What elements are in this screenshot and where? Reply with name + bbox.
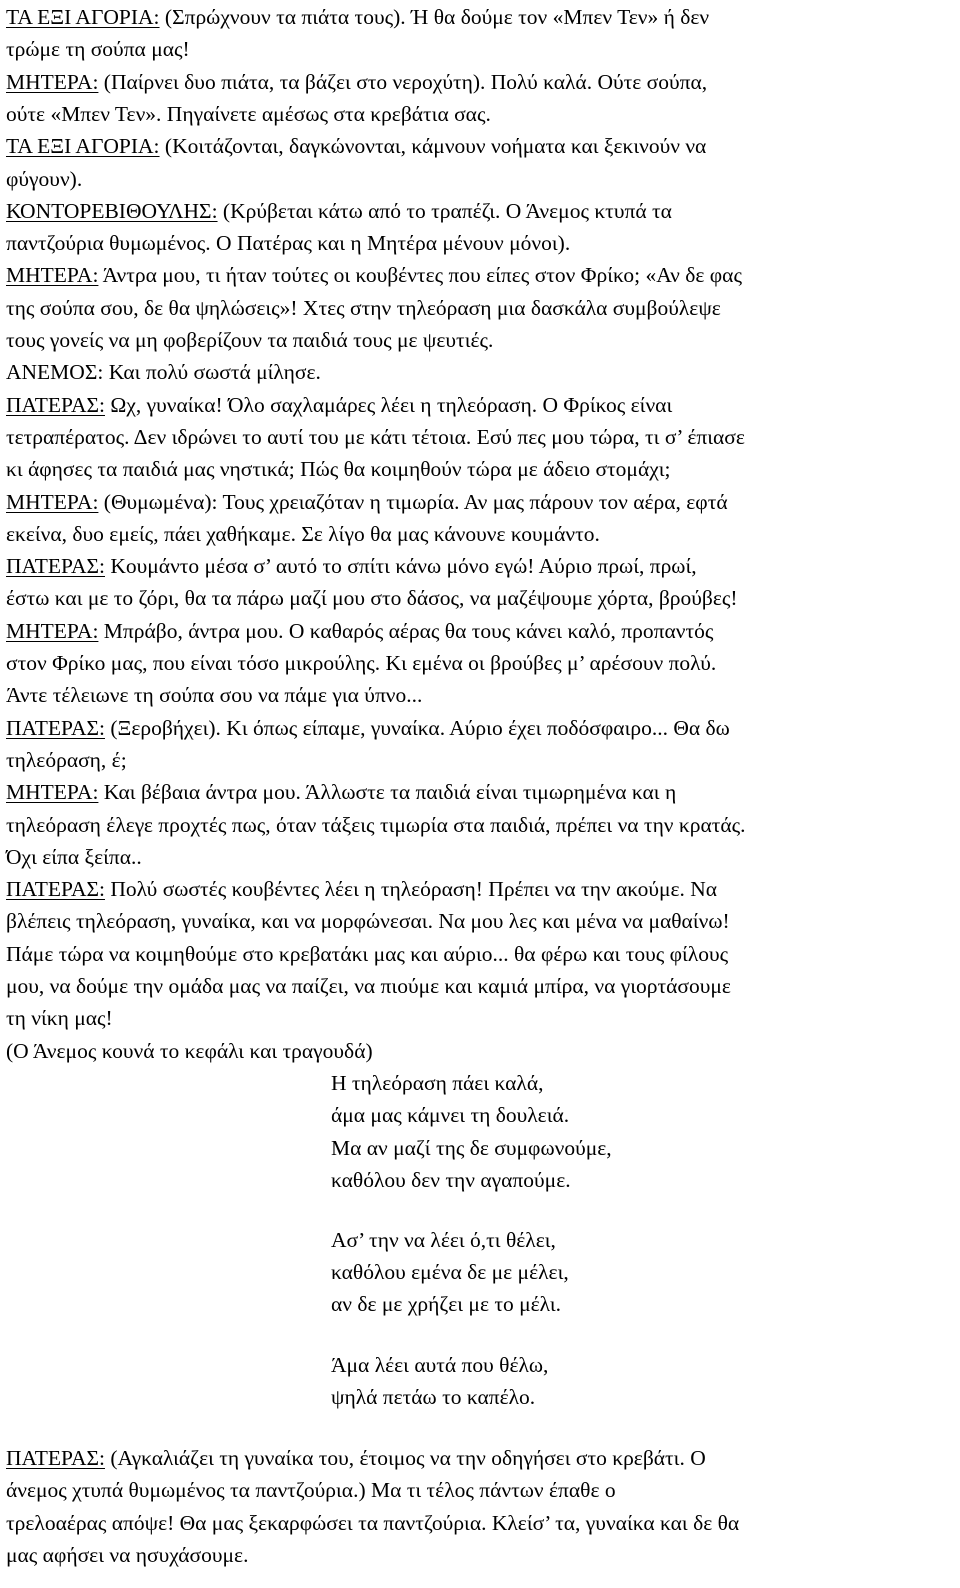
text-line bbox=[6, 842, 142, 872]
text-line bbox=[6, 422, 745, 452]
song-line: άμα μας κάμνει τη δουλειά. bbox=[331, 1103, 570, 1127]
line-text: βλέπεις τηλεόραση, γυναίκα, και να μορφώνεσαι. Να μου λες και μένα να μαθαίνω! bbox=[6, 909, 730, 934]
line-text: Ωχ, γυναίκα! Όλο σαχλαμάρες λέει η τηλεόραση. Ο Φρίκος είναι bbox=[104, 392, 673, 417]
line-text: άνεμος χτυπά θυμωμένος τα παντζούρια.) Μα τι τέλος πάντων έπαθε ο bbox=[6, 1478, 616, 1503]
text-line bbox=[6, 131, 706, 161]
text-line bbox=[6, 906, 730, 936]
text-line bbox=[6, 325, 493, 355]
speaker-name: ΤΑ ΕΞΙ ΑΓΟΡΙΑ: bbox=[6, 5, 160, 29]
speaker-name: ΠΑΤΕΡΑΣ: bbox=[6, 392, 105, 417]
text-line bbox=[6, 713, 730, 743]
text-line bbox=[6, 1540, 248, 1570]
line-text: (Κρύβεται κάτω από το τραπέζι. Ο Άνεμος κτυπά τα bbox=[217, 198, 672, 223]
line-text: εκείνα, δυο εμείς, πάει χαθήκαμε. Σε λίγο θα μας κάνουνε κουμάντο. bbox=[6, 521, 600, 546]
line-text: (Κοιτάζονται, δαγκώνονται, κάμνουν νοήματα και ξεκινούν να bbox=[159, 134, 707, 159]
text-line bbox=[6, 519, 600, 549]
line-text: τους γονείς να μη φοβερίζουν τα παιδιά τους με ψευτιές. bbox=[6, 328, 494, 352]
speaker-name: ΜΗΤΕΡΑ: bbox=[6, 618, 99, 643]
text-line bbox=[6, 67, 707, 97]
text-line bbox=[6, 810, 746, 840]
text-line bbox=[6, 260, 742, 290]
text-line bbox=[6, 551, 697, 581]
line-text: ΑΝΕΜΟΣ: Και πολύ σωστά μίλησε. bbox=[6, 360, 321, 385]
line-text: μας αφήσει να ησυχάσουμε. bbox=[6, 1542, 249, 1567]
line-text: τρώμε τη σούπα μας! bbox=[6, 37, 190, 62]
text-line bbox=[6, 228, 570, 258]
line-text: Πάμε τώρα να κοιμηθούμε στο κρεβατάκι μας και αύριο... θα φέρω και τους φίλους bbox=[6, 941, 729, 966]
text-line bbox=[6, 1003, 113, 1033]
text-line bbox=[6, 648, 716, 678]
song-line: Η τηλεόραση πάει καλά, bbox=[331, 1071, 544, 1095]
text-line bbox=[6, 616, 713, 646]
line-text: (Αγκαλιάζει τη γυναίκα του, έτοιμος να την οδηγήσει στο κρεβάτι. Ο bbox=[104, 1446, 706, 1470]
line-text: Και βέβαια άντρα μου. Άλλωστε τα παιδιά είναι τιμωρημένα και η bbox=[98, 780, 677, 805]
line-text: φύγουν). bbox=[6, 166, 83, 191]
text-line bbox=[6, 583, 738, 613]
line-text: παντζούρια θυμωμένος. Ο Πατέρας και η Μητέρα μένουν μόνοι). bbox=[6, 231, 571, 256]
line-text: τηλεόραση, έ; bbox=[6, 747, 127, 772]
line-text: μου, να δούμε την ομάδα μας να παίζει, να πιούμε και καμιά μπίρα, να γιορτάσουμε bbox=[6, 974, 731, 998]
line-text: στον Φρίκο μας, που είναι τόσο μικρούλης. Κι εμένα οι βρούβες μ’ αρέσουν πολύ. bbox=[6, 651, 717, 675]
line-text: (Θυμωμένα): Τους χρειαζόταν η τιμωρία. Αν μας πάρουν τον αέρα, εφτά bbox=[98, 489, 728, 514]
text-line bbox=[6, 680, 422, 710]
text-line bbox=[6, 939, 728, 969]
text-line bbox=[6, 971, 731, 1001]
text-line bbox=[6, 1036, 373, 1066]
line-text: Μπράβο, άντρα μου. Ο καθαρός αέρας θα τους κάνει καλό, προπαντός bbox=[98, 618, 714, 643]
text-line bbox=[6, 99, 491, 129]
text-line bbox=[6, 164, 82, 194]
song-line: Μα αν μαζί της δε συμφωνούμε, bbox=[331, 1136, 612, 1160]
text-line bbox=[6, 487, 728, 517]
line-text: τρελοαέρας απόψε! Θα μας ξεκαρφώσει τα παντζούρια. Κλείσ’ τα, γυναίκα και δε θα bbox=[6, 1510, 740, 1535]
line-text: (Ξεροβήχει). Κι όπως είπαμε, γυναίκα. Αύριο έχει ποδόσφαιρο... Θα δω bbox=[104, 715, 730, 740]
line-text: Άντε τέλειωνε τη σούπα σου να πάμε για ύπνο... bbox=[6, 683, 423, 708]
song-line: αν δε με χρήζει με το μέλι. bbox=[331, 1292, 562, 1316]
text-line bbox=[6, 745, 127, 775]
text-line bbox=[6, 454, 671, 484]
line-text: Κουμάντο μέσα σ’ αυτό το σπίτι κάνω μόνο εγώ! Αύριο πρωί, πρωί, bbox=[104, 554, 697, 579]
text-line bbox=[6, 196, 672, 226]
line-text: ούτε «Μπεν Τεν». Πηγαίνετε αμέσως στα κρεβάτια σας. bbox=[6, 101, 491, 126]
line-text: τετραπέρατος. Δεν ιδρώνει το αυτί του με κάτι τέτοια. Εσύ πες μου τώρα, τι σ’ έπιασε bbox=[6, 424, 745, 449]
song-line: καθόλου εμένα δε με μέλει, bbox=[331, 1260, 569, 1284]
text-line bbox=[6, 34, 190, 64]
line-text: κι άφησες τα παιδιά μας νηστικά; Πώς θα κοιμηθούν τώρα με άδειο στομάχι; bbox=[6, 457, 671, 482]
line-text: τη νίκη μας! bbox=[6, 1006, 113, 1031]
speaker-name: ΜΗΤΕΡΑ: bbox=[6, 780, 99, 805]
song-line: Άμα λέει αυτά που θέλω, bbox=[331, 1353, 549, 1377]
speaker-name: ΠΑΤΕΡΑΣ: bbox=[6, 715, 105, 740]
text-line bbox=[6, 2, 709, 32]
speaker-name: ΠΑΤΕΡΑΣ: bbox=[6, 554, 105, 579]
speaker-name: ΠΑΤΕΡΑΣ: bbox=[6, 877, 105, 902]
line-text: (Ο Άνεμος κουνά το κεφάλι και τραγουδά) bbox=[6, 1038, 373, 1063]
speaker-name: ΜΗΤΕΡΑ: bbox=[6, 489, 99, 514]
line-text: (Σπρώχνουν τα πιάτα τους). Ή θα δούμε τον «Μπεν Τεν» ή δεν bbox=[159, 5, 710, 29]
line-text: Πολύ σωστές κουβέντες λέει η τηλεόραση! Πρέπει να την ακούμε. Να bbox=[104, 877, 718, 902]
line-text: της σούπα σου, δε θα ψηλώσεις»! Χτες στην τηλεόραση μια δασκάλα συμβούλεψε bbox=[6, 295, 721, 320]
line-text: (Παίρνει δυο πιάτα, τα βάζει στο νεροχύτη). Πολύ καλά. Ούτε σούπα, bbox=[98, 69, 708, 94]
text-line bbox=[6, 293, 721, 323]
text-line bbox=[6, 390, 672, 420]
line-text: τηλεόραση έλεγε προχτές πως, όταν τάξεις τιμωρία στα παιδιά, πρέπει να την κρατάς. bbox=[6, 812, 746, 837]
line-text: Όχι είπα ξείπα.. bbox=[6, 844, 142, 869]
speaker-name: ΜΗΤΕΡΑ: bbox=[6, 69, 99, 94]
speaker-name: ΚΟΝΤΟΡΕΒΙΘΟΥΛΗΣ: bbox=[6, 198, 218, 223]
text-line bbox=[6, 777, 676, 807]
speaker-name: ΜΗΤΕΡΑ: bbox=[6, 263, 99, 288]
song-line: ψηλά πετάω το καπέλο. bbox=[331, 1385, 536, 1409]
text-line bbox=[6, 874, 717, 904]
song-line: Ασ’ την να λέει ό,τι θέλει, bbox=[331, 1228, 556, 1252]
line-text: Άντρα μου, τι ήταν τούτες οι κουβέντες που είπες στον Φρίκο; «Αν δε φας bbox=[98, 263, 742, 288]
speaker-name: ΤΑ ΕΞΙ ΑΓΟΡΙΑ: bbox=[6, 134, 160, 159]
text-line bbox=[6, 1443, 706, 1473]
song-line: καθόλου δεν την αγαπούμε. bbox=[331, 1168, 571, 1192]
text-line bbox=[6, 1508, 739, 1538]
speaker-name: ΠΑΤΕΡΑΣ: bbox=[6, 1446, 105, 1470]
line-text: έστω και με το ζόρι, θα τα πάρω μαζί μου στο δάσος, να μαζέψουμε χόρτα, βρούβες! bbox=[6, 586, 738, 611]
text-line bbox=[6, 357, 321, 387]
text-line bbox=[6, 1475, 616, 1505]
